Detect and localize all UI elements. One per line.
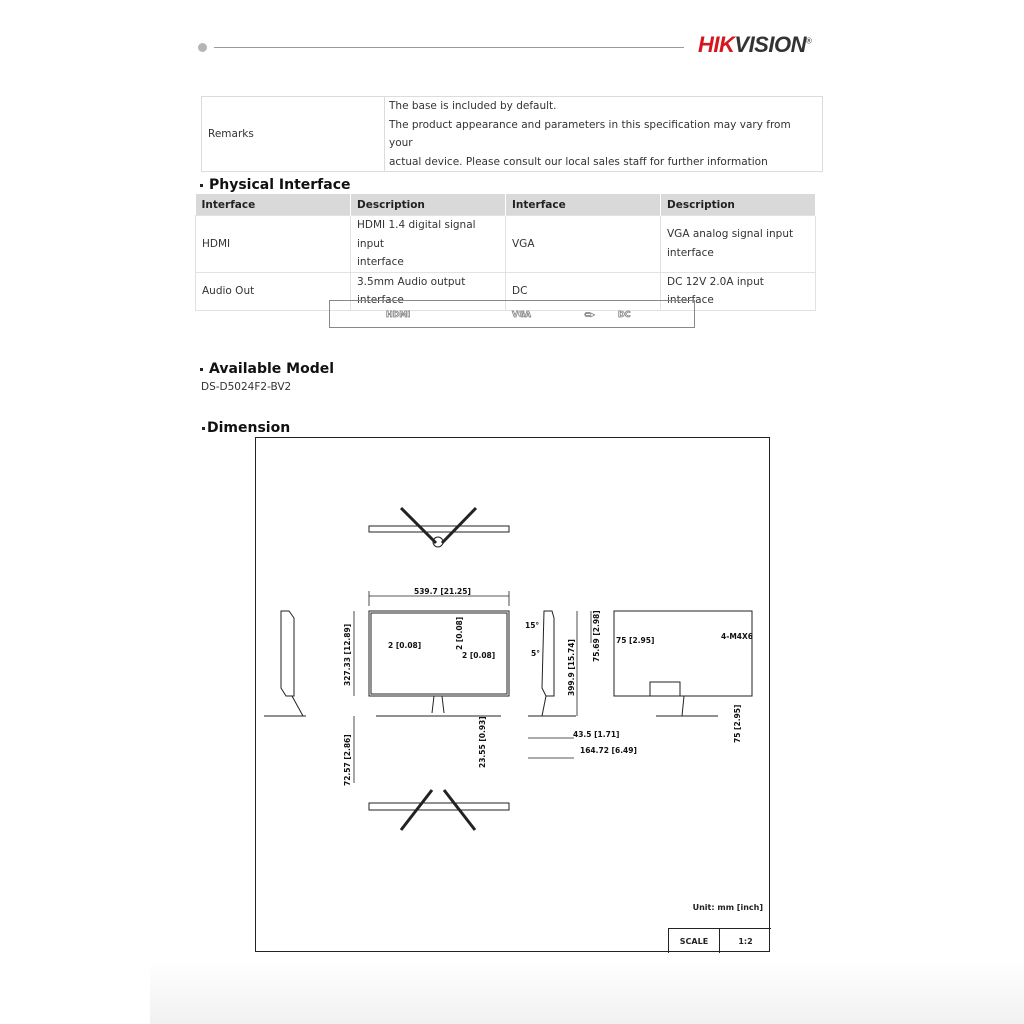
col-header: Interface (506, 194, 661, 216)
technical-drawing (256, 438, 769, 951)
profile-height-dim-lines (577, 611, 591, 716)
port-panel (329, 300, 695, 328)
vesa-width-label: 75 [2.95] (616, 636, 655, 645)
screws-label: 4-M4X6 (721, 632, 754, 641)
hikvision-logo: HIKVISION® (698, 32, 812, 57)
physical-interface-heading: Physical Interface (200, 177, 351, 193)
col-header: Description (661, 194, 816, 216)
remarks-table (201, 96, 823, 172)
table-row: Audio Out 3.5mm Audio output interface DC DC 12V 2.0A input interface (196, 272, 816, 310)
col-header: Description (351, 194, 506, 216)
screen-height-label: 327.33 [12.89] (343, 623, 352, 686)
available-model-heading: Available Model (200, 361, 334, 377)
top-offset-label: 75.69 [2.98] (592, 610, 601, 662)
unit-label: Unit: mm [inch] (692, 903, 763, 912)
tilt-forward-label: 5° (531, 649, 540, 658)
width-label: 539.7 [21.25] (414, 587, 471, 596)
rear-view-body (614, 611, 752, 696)
profile-view (542, 611, 554, 696)
dimension-heading: Dimension (202, 420, 290, 436)
header-dot (198, 43, 207, 52)
table-row: HDMI HDMI 1.4 digital signal input interface VGA VGA analog signal input interface (196, 216, 816, 273)
remarks-value: The base is included by default. The product appearance and parameters in this specification may vary from your actual device. Please consult our local sales staff for further information (385, 97, 823, 172)
header-rule (214, 47, 684, 48)
profile-stand (528, 696, 576, 716)
bottom-view-body (369, 803, 509, 810)
front-view-neck (432, 696, 444, 713)
total-height-label: 399.9 [15.74] (567, 639, 576, 696)
bezel-left-label: 2 [0.08] (388, 641, 422, 650)
bottom-label: 23.55 [0.93] (478, 716, 487, 768)
base-depth-label: 43.5 [1.71] (573, 730, 620, 739)
scale-label: SCALE (669, 929, 720, 953)
hdmi-port-label: HDMI (386, 310, 411, 319)
scale-box (668, 928, 771, 953)
interface-table (195, 194, 816, 311)
depth-dim-lines (528, 738, 574, 758)
rear-vesa-plate (650, 682, 680, 696)
vga-port-label: VGA (512, 310, 531, 319)
bezel-right-label: 2 [0.08] (462, 651, 496, 660)
audio-port-icon: ⊂▸ (584, 310, 595, 319)
dc-port-label: DC (618, 310, 631, 319)
top-view-body (369, 526, 509, 532)
remarks-label: Remarks (202, 97, 385, 172)
left-side-stand (264, 696, 306, 716)
bezel-top-label: 2 [0.08] (455, 616, 464, 650)
scale-value: 1:2 (738, 936, 753, 946)
rear-stand (656, 696, 718, 716)
stand-height-label: 72.57 [2.86] (343, 734, 352, 786)
vesa-height-label: 75 [2.95] (733, 704, 742, 743)
total-depth-label: 164.72 [6.49] (580, 746, 637, 755)
left-side-view (281, 611, 294, 696)
dimension-drawing (255, 437, 770, 952)
model-number: DS-D5024F2-BV2 (201, 381, 292, 393)
tilt-back-label: 15° (525, 621, 540, 630)
col-header: Interface (196, 194, 351, 216)
page-shadow (150, 960, 1024, 1024)
